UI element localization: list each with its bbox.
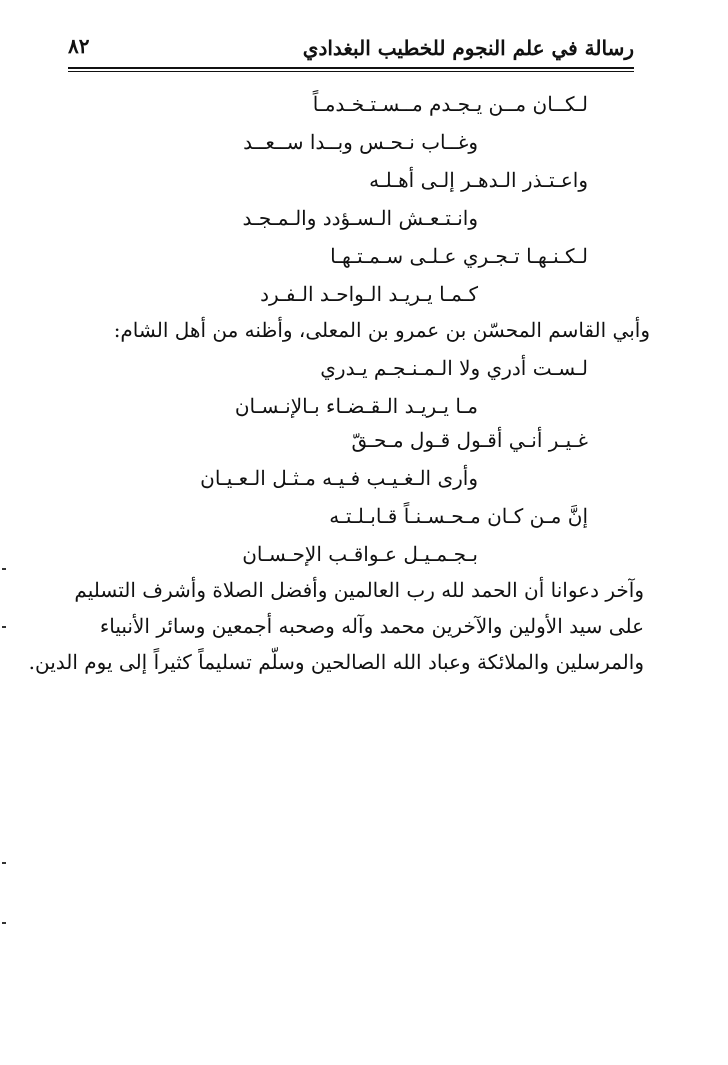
- verse-line: وانـتـعـش الـسـؤدد والـمـجـد: [242, 206, 478, 230]
- scan-speck: [2, 922, 6, 924]
- verse-line: إنَّ مـن كـان مـحـسـنـاً قـابـلـتـه: [329, 504, 588, 528]
- scan-speck: [2, 862, 6, 864]
- closing-line: والمرسلين والملائكة وعباد الله الصالحين وسلّم تسليماً كثيراً إلى يوم الدين.: [28, 650, 644, 674]
- header-title: رسالة في علم النجوم للخطيب البغدادي: [302, 36, 634, 60]
- closing-line: وآخر دعوانا أن الحمد لله رب العالمين وأفضل الصلاة وأشرف التسليم: [74, 578, 644, 602]
- verse-line: وغــاب نـحـس وبــدا ســعــد: [243, 130, 478, 154]
- verse-line: وأرى الـغـيـب فـيـه مـثـل الـعـيـان: [200, 466, 478, 490]
- verse-line: لـكـنـهـا تـجـري عـلـى سـمـتـهـا: [330, 244, 588, 268]
- scan-speck: [2, 626, 6, 628]
- page-number: ٨٢: [68, 34, 90, 58]
- scan-speck: [2, 568, 6, 570]
- verse-line: واعـتـذر الـدهـر إلـى أهـلـه: [369, 168, 588, 192]
- verse-line: لـسـت أدري ولا الـمـنـجـم يـدري: [320, 356, 588, 380]
- verse-line: لـكــان مــن يـجـدم مــسـتـخـدمـاً: [312, 92, 588, 116]
- verse-line: مـا يـريـد الـقـضـاء بـالإنـسـان: [234, 394, 478, 418]
- verse-line: كـمـا يـريـد الـواحـد الـفـرد: [260, 282, 478, 306]
- header-rule-thick: [68, 67, 634, 69]
- poem-intro: وأبي القاسم المحسّن بن عمرو بن المعلى، وأظنه من أهل الشام:: [113, 318, 650, 342]
- verse-line: بـجـمـيـل عـواقـب الإحـسـان: [242, 542, 478, 566]
- verse-line: غـيـر أنـي أقـول قـول مـحـقّ: [351, 428, 588, 452]
- header-rule-thin: [68, 71, 634, 72]
- closing-line: على سيد الأولين والآخرين محمد وآله وصحبه أجمعين وسائر الأنبياء: [99, 614, 644, 638]
- running-header: [68, 30, 634, 66]
